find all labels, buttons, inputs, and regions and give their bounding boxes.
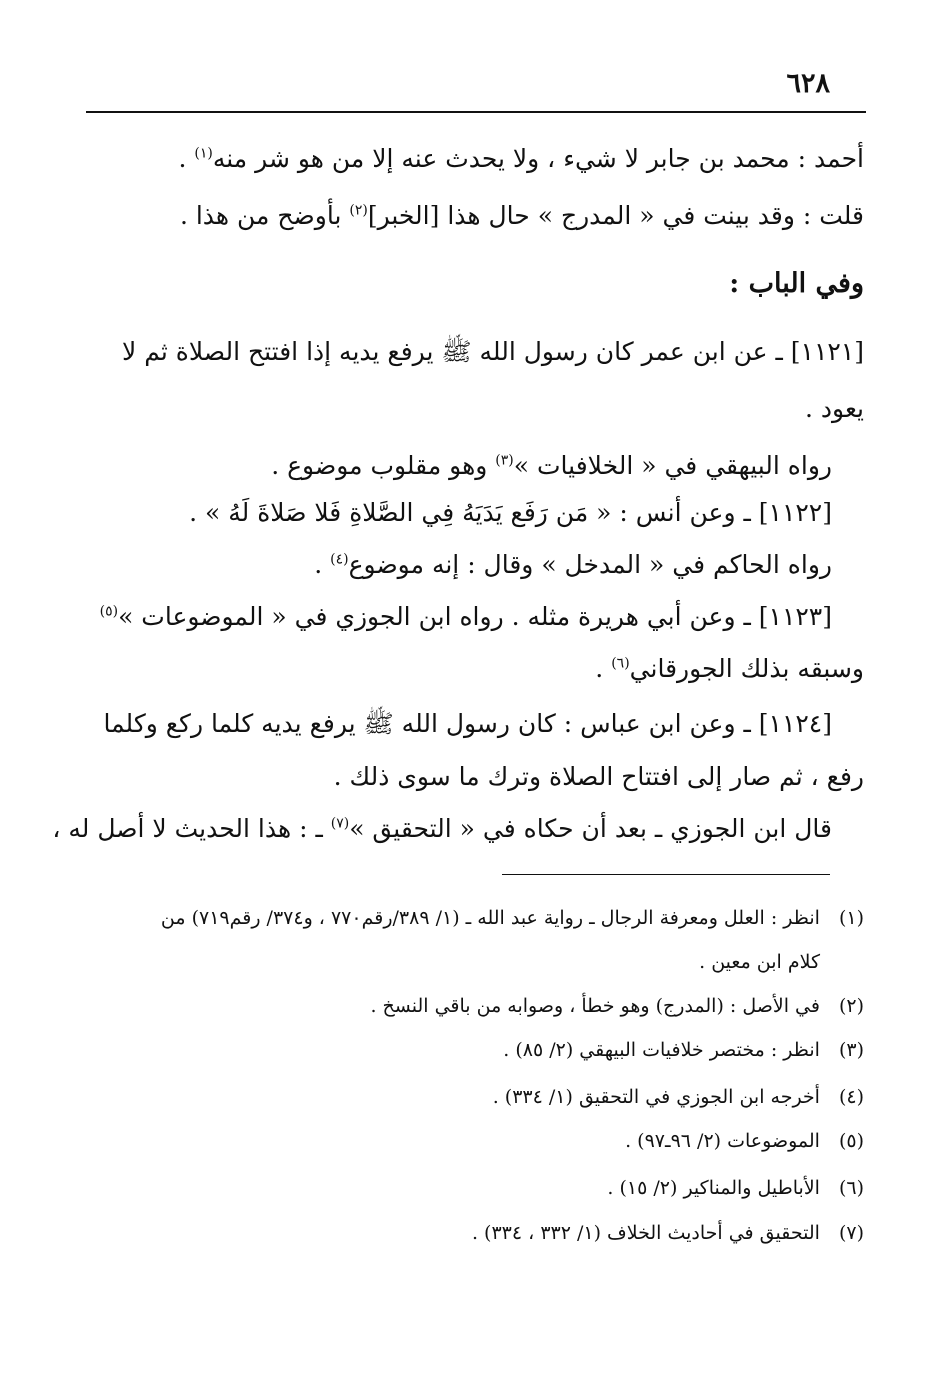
footnote-text: انظر : مختصر خلافيات البيهقي (٢/ ٨٥) . [503, 1039, 820, 1061]
page-number: ٦٢٨ [786, 68, 830, 99]
text-run: . [595, 654, 612, 683]
text-line [86, 650, 864, 688]
text-run: قلت : وقد بينت في « المدرج » حال هذا [الخبر] [367, 201, 864, 230]
text-run: ـ : هذا الحديث لا أصل له ، [52, 814, 331, 843]
footnote-ref[interactable]: (٦) [611, 655, 630, 672]
footnote-ref[interactable]: (٢) [349, 202, 368, 219]
text-line [52, 810, 864, 848]
footnote-ref[interactable]: (٥) [99, 603, 119, 620]
footnote-text: التحقيق في أحاديث الخلاف (١/ ٣٣٢ ، ٣٣٤) . [471, 1222, 820, 1244]
footnote-text: في الأصل : (المدرج) وهو خطأ ، وصوابه من باقي النسخ . [370, 995, 820, 1017]
footnote-text: الموضوعات (٢/ ٩٦ـ٩٧) . [625, 1130, 820, 1152]
text-line: [١١٢٢] ـ وعن أنس : « مَن رَفَع يَدَيَهُ فِي الصَّلاةِ فَلا صَلاةَ لَهُ » . [189, 498, 832, 527]
footnote-number: (٤) [838, 1086, 864, 1108]
text-run: [١١٢٣] ـ وعن أبي هريرة مثله . رواه ابن الجوزي في « الموضوعات » [118, 602, 832, 631]
footnote-item [86, 1034, 864, 1066]
text-run: بأوضح من هذا . [179, 201, 350, 230]
text-line: رفع ، ثم صار إلى افتتاح الصلاة وترك ما سوى ذلك . [333, 762, 864, 791]
footnote-text: انظر : العلل ومعرفة الرجال ـ رواية عبد الله ـ (١/ ٣٨٩/رقم٧٧٠ ، و٣٧٤/ رقم٧١٩) من [160, 907, 820, 929]
text-line [86, 447, 864, 485]
text-run: . [314, 550, 331, 579]
text-run: رواه البيهقي في « الخلافيات » [513, 451, 832, 480]
text-line [86, 197, 864, 235]
footnote-number: (١) [838, 907, 864, 929]
text-run: قال ابن الجوزي ـ بعد أن حكاه في « التحقيق » [349, 814, 832, 843]
footnote-number: (٢) [838, 995, 864, 1017]
text-run: رواه الحاكم في « المدخل » وقال : إنه موضوع [348, 550, 832, 579]
header-rule [86, 111, 866, 113]
text-line [86, 140, 864, 178]
footnote-item [86, 1081, 864, 1113]
text-line [86, 598, 864, 636]
text-line: [١١٢٤] ـ وعن ابن عباس : كان رسول الله ﷺ يرفع يديه كلما ركع وكلما [103, 709, 832, 738]
footnote-item [86, 1172, 864, 1204]
text-run: وسبقه بذلك الجورقاني [629, 654, 864, 683]
section-heading: وفي الباب : [729, 268, 864, 299]
text-run: أحمد : محمد بن جابر لا شيء ، ولا يحدث عنه إلا من هو شر منه [212, 144, 864, 173]
text-run: . [178, 144, 195, 173]
footnote-text: أخرجه ابن الجوزي في التحقيق (١/ ٣٣٤) . [492, 1086, 820, 1108]
footnote-number: (٦) [838, 1177, 864, 1199]
text-line: يعود . [805, 394, 864, 423]
footnote-number: (٧) [838, 1222, 864, 1244]
footnote-text: الأباطيل والمناكير (٢/ ١٥) . [607, 1177, 820, 1199]
footnote-item [86, 1125, 864, 1157]
footnote-item [86, 902, 864, 934]
footnote-ref[interactable]: (٣) [495, 452, 514, 469]
footnote-number: (٥) [838, 1130, 864, 1152]
text-run: وهو مقلوب موضوع . [271, 451, 496, 480]
footnote-ref[interactable]: (١) [194, 145, 213, 162]
footnote-item [86, 990, 864, 1022]
footnote-ref[interactable]: (٧) [330, 815, 350, 832]
text-line [86, 546, 864, 584]
footnote-item [86, 1217, 864, 1249]
footnote-separator [502, 874, 830, 875]
text-line: [١١٢١] ـ عن ابن عمر كان رسول الله ﷺ يرفع يديه إذا افتتح الصلاة ثم لا [122, 337, 864, 366]
footnote-continuation: كلام ابن معين . [699, 951, 820, 973]
footnote-ref[interactable]: (٤) [330, 551, 349, 568]
footnote-number: (٣) [838, 1039, 864, 1061]
